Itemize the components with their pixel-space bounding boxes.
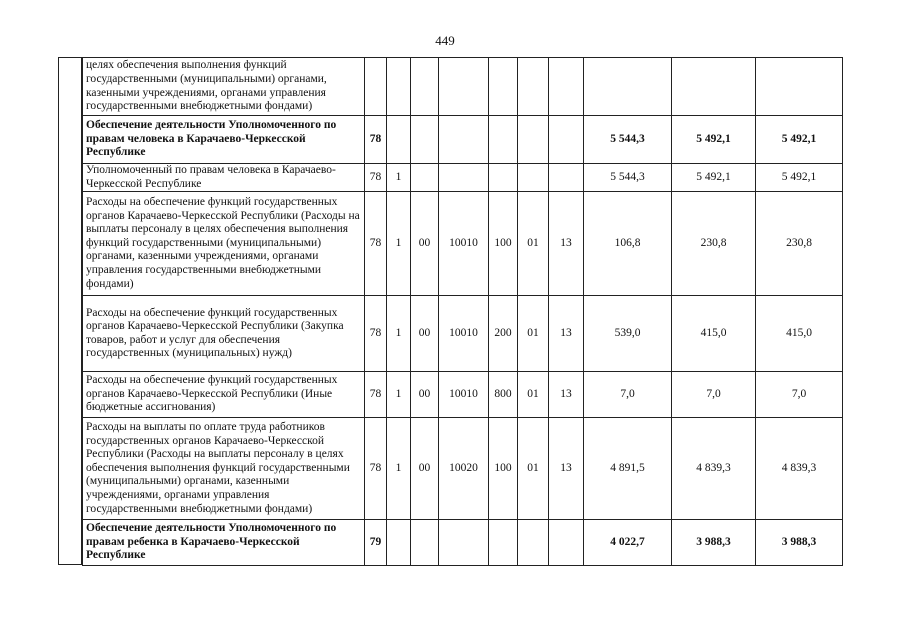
code-cell: 01 (518, 372, 549, 418)
code-cell: 1 (387, 296, 411, 372)
code-cell (549, 116, 584, 164)
table-row (83, 418, 843, 520)
code-cell: 78 (365, 164, 387, 192)
code-cell: 78 (365, 372, 387, 418)
code-cell (439, 520, 489, 566)
code-cell (365, 58, 387, 116)
code-cell (439, 58, 489, 116)
amount-cell: 230,8 (672, 192, 756, 296)
code-cell: 00 (411, 372, 439, 418)
code-cell: 1 (387, 372, 411, 418)
amount-cell: 415,0 (672, 296, 756, 372)
code-cell: 100 (489, 418, 518, 520)
amount-cell: 5 544,3 (584, 164, 672, 192)
code-cell: 10010 (439, 372, 489, 418)
table-row (83, 192, 843, 296)
code-cell (411, 164, 439, 192)
amount-cell: 4 839,3 (756, 418, 843, 520)
amount-cell (672, 58, 756, 116)
code-cell: 13 (549, 296, 584, 372)
table-row (83, 372, 843, 418)
amount-cell: 5 492,1 (672, 116, 756, 164)
row-description: Расходы на обеспечение функций государственных органов Карачаево-Черкесской Республики (Иные бюджетные ассигнования) (83, 372, 365, 418)
code-cell: 01 (518, 418, 549, 520)
code-cell: 200 (489, 296, 518, 372)
amount-cell: 5 492,1 (756, 116, 843, 164)
code-cell: 800 (489, 372, 518, 418)
amount-cell: 415,0 (756, 296, 843, 372)
code-cell (411, 58, 439, 116)
table-row (83, 164, 843, 192)
amount-cell: 230,8 (756, 192, 843, 296)
code-cell (518, 116, 549, 164)
code-cell (411, 116, 439, 164)
code-cell (489, 164, 518, 192)
code-cell (387, 58, 411, 116)
table-row (83, 520, 843, 566)
code-cell (518, 164, 549, 192)
table-row (83, 296, 843, 372)
code-cell (489, 116, 518, 164)
code-cell (387, 116, 411, 164)
amount-cell: 4 839,3 (672, 418, 756, 520)
table-body (83, 58, 843, 566)
amount-cell: 3 988,3 (672, 520, 756, 566)
amount-cell: 5 544,3 (584, 116, 672, 164)
code-cell (489, 520, 518, 566)
code-cell (549, 58, 584, 116)
amount-cell: 7,0 (756, 372, 843, 418)
code-cell (411, 520, 439, 566)
code-cell: 01 (518, 192, 549, 296)
code-cell: 100 (489, 192, 518, 296)
code-cell: 79 (365, 520, 387, 566)
code-cell (439, 116, 489, 164)
code-cell: 10010 (439, 192, 489, 296)
row-description: Уполномоченный по правам человека в Карачаево-Черкесской Республике (83, 164, 365, 192)
code-cell: 13 (549, 192, 584, 296)
code-cell (439, 164, 489, 192)
table-row (83, 58, 843, 116)
code-cell: 78 (365, 116, 387, 164)
code-cell: 1 (387, 164, 411, 192)
amount-cell: 106,8 (584, 192, 672, 296)
code-cell: 10010 (439, 296, 489, 372)
table-row (83, 116, 843, 164)
amount-cell: 539,0 (584, 296, 672, 372)
left-margin-column (58, 57, 82, 565)
row-description: Расходы на выплаты по оплате труда работников государственных органов Карачаево-Черкесской Республики (Расходы на выплаты персоналу в целях обеспечения выполнения функций государственными (муниципальными) органами, казенными учреждениями, органами управления государственными внебюджетными фондами) (83, 418, 365, 520)
code-cell: 78 (365, 192, 387, 296)
code-cell (387, 520, 411, 566)
amount-cell (584, 58, 672, 116)
amount-cell: 3 988,3 (756, 520, 843, 566)
row-description: Обеспечение деятельности Уполномоченного по правам ребенка в Карачаево-Черкесской Республике (83, 520, 365, 566)
amount-cell: 7,0 (672, 372, 756, 418)
budget-table (82, 57, 843, 566)
code-cell (549, 164, 584, 192)
code-cell: 1 (387, 418, 411, 520)
code-cell: 00 (411, 418, 439, 520)
row-description: Обеспечение деятельности Уполномоченного по правам человека в Карачаево-Черкесской Республике (83, 116, 365, 164)
row-description: Расходы на обеспечение функций государственных органов Карачаево-Черкесской Республики (Расходы на выплаты персоналу в целях обеспечения выполнения функций государственными (муниципальными) органами, казенными учреждениями, органами управления государственными внебюджетными фондами) (83, 192, 365, 296)
code-cell: 01 (518, 296, 549, 372)
amount-cell (756, 58, 843, 116)
code-cell (549, 520, 584, 566)
row-description: Расходы на обеспечение функций государственных органов Карачаево-Черкесской Республики (Закупка товаров, работ и услуг для обеспечения государственных (муниципальных) нужд) (83, 296, 365, 372)
amount-cell: 5 492,1 (672, 164, 756, 192)
code-cell: 78 (365, 296, 387, 372)
amount-cell: 4 891,5 (584, 418, 672, 520)
amount-cell: 5 492,1 (756, 164, 843, 192)
code-cell: 00 (411, 192, 439, 296)
amount-cell: 4 022,7 (584, 520, 672, 566)
code-cell (489, 58, 518, 116)
code-cell (518, 58, 549, 116)
code-cell: 10020 (439, 418, 489, 520)
code-cell: 1 (387, 192, 411, 296)
code-cell (518, 520, 549, 566)
amount-cell: 7,0 (584, 372, 672, 418)
page-number: 449 (435, 33, 455, 48)
code-cell: 13 (549, 372, 584, 418)
row-description: целях обеспечения выполнения функций государственными (муниципальными) органами, казенными учреждениями, органами управления государственными внебюджетными фондами) (83, 58, 365, 116)
code-cell: 13 (549, 418, 584, 520)
code-cell: 00 (411, 296, 439, 372)
code-cell: 78 (365, 418, 387, 520)
